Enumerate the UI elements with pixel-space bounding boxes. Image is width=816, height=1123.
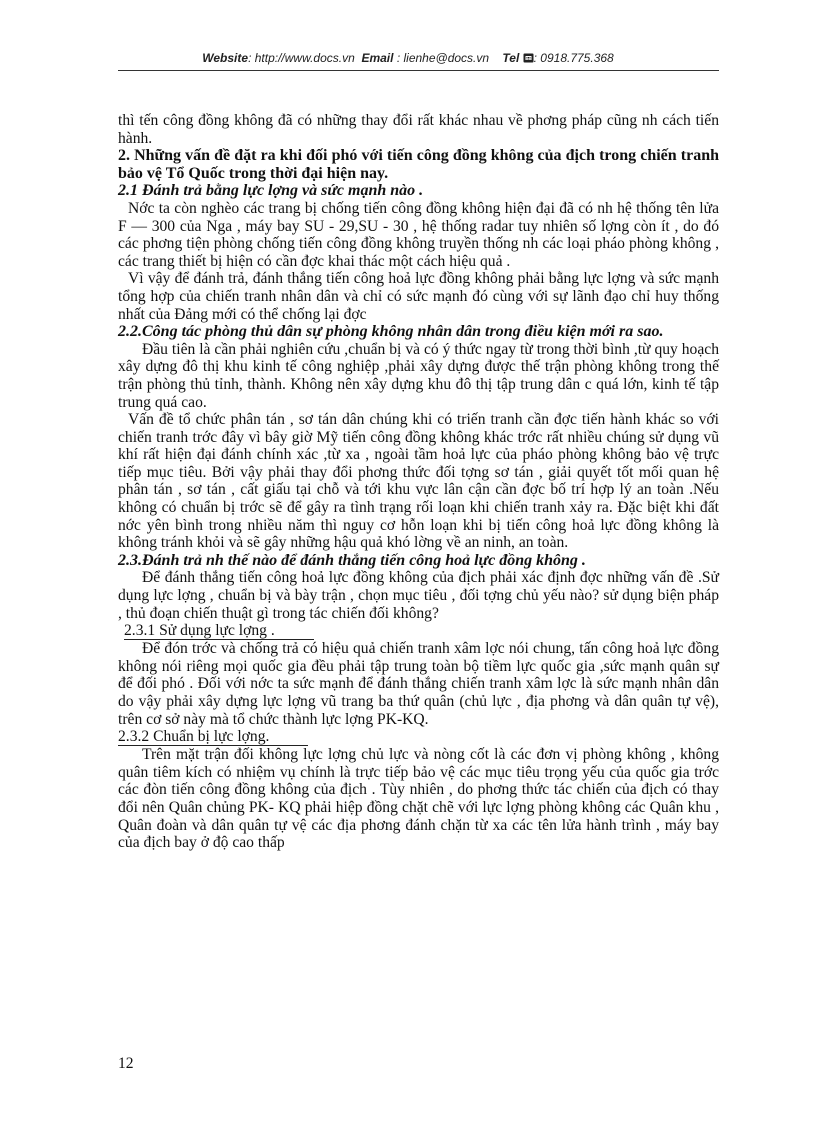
paragraph: Để đánh thắng tiến công hoả lực đồng không của địch phải xác định đợc những vấn đề .Sử dụng lực lợng , chuẩn bị và bày trận , chọn mục tiêu , đối tợng chủ yếu nào? sử dụng biện pháp , thủ đoạn chiến thuật gì trong tác chiến đối không?	[118, 569, 719, 622]
paragraph: Vì vậy để đánh trả, đánh thắng tiến công hoả lực đồng không phải bằng lực lợng và sức mạnh tổng hợp của chiến tranh nhân dân và chỉ có sức mạnh đó cùng với sự lãnh đạo chỉ huy thống nhất của Đảng mới có thể chống lại đợc	[118, 270, 719, 323]
tel-label: Tel	[502, 51, 520, 65]
email-label: Email	[361, 51, 394, 65]
document-body	[118, 112, 719, 852]
tel-value: : 0918.775.368	[533, 51, 614, 65]
website-label: Website	[202, 51, 249, 65]
header-divider	[118, 70, 719, 71]
subsection-heading: 2.2.Công tác phòng thủ dân sự phòng không nhân dân trong điều kiện mới ra sao.	[118, 323, 664, 341]
phone-icon	[523, 52, 534, 66]
paragraph: thì tến công đồng không đã có những thay đổi rất khác nhau về phơng pháp cũng nh cách tiến hành.	[118, 112, 719, 147]
subsection-heading: 2.3.Đánh trả nh thế nào để đánh thắng tiến công hoả lực đồng không .	[118, 551, 586, 569]
sub-heading: 2.3.2 Chuẩn bị lực lợng.	[118, 729, 308, 746]
paragraph: Vấn đề tổ chức phân tán , sơ tán dân chúng khi có triến tranh cần đợc tiến hành khác so với chiến tranh trớc đây vì bây giờ Mỹ tiến công đồng không khác trớc rất nhiều chúng sử dụng vũ khí rất hiện đại đánh chính xác ,từ xa , ngoài tầm hoả lực của pháo phòng không bảo vệ trực tiếp mục tiêu. Bởi vậy phải thay đổi phơng thức đối tợng sơ tán , giải quyết tốt mối quan hệ phân tán , sơ tán , cất giấu tại chỗ và tới khu vực lân cận cần đợc bố trí hợp lý an toàn .Nếu không có chuẩn bị trớc sẽ để gây ra tình trạng rối loạn khi chiến tranh xảy ra. Đặc biệt khi đất nớc yên bình trong nhiều năm thì nguy cơ hỗn loạn khi bị tiến công hoả lực đồng không là không tránh khỏi và sẽ gây những hậu quả khó lờng về an ninh, an toàn.	[118, 411, 719, 552]
subheading-row	[118, 728, 719, 746]
page-number: 12	[118, 1055, 134, 1072]
subsection-heading: 2.1 Đánh trả bằng lực lợng và sức mạnh nào .	[118, 182, 424, 200]
paragraph: Trên mặt trận đối không lực lợng chủ lực và nòng cốt là các đơn vị phòng không , không quân tiêm kích có nhiệm vụ chính là trực tiếp bảo vệ các mục tiêu trọng yếu của quốc gia trớc các đòn tiến công đồng không của địch . Tùy nhiên , do phơng thức tác chiến của địch có thay đổi nên Quân chủng PK- KQ phải hiệp đồng chặt chẽ với lực lợng phòng không các Quân khu , Quân đoàn và dân quân tự vệ các địa phơng đánh chặn từ xa các tên lửa hành trình , máy bay của địch bay ở độ cao thấp	[118, 746, 719, 852]
subheading-row	[118, 622, 719, 640]
sub-heading: 2.3.1 Sử dụng lực lợng .	[124, 623, 314, 640]
paragraph: Đầu tiên là cần phải nghiên cứu ,chuẩn bị và có ý thức ngay từ trong thời bình ,từ quy hoạch xây dựng đô thị khu kinh tế công nghiệp ,phải xây dựng được thế trận phòng không trong thế trận phòng thủ tỉnh, thành. Không nên xây dựng khu đô thị tập trung dân c quá lớn, kinh tế tập trung quá cao.	[118, 340, 719, 411]
section-heading: 2. Những vấn đề đặt ra khi đối phó với tiến công đồng không của địch trong chiến tranh bảo vệ Tổ Quốc trong thời đại hiện nay.	[118, 147, 719, 182]
paragraph: Nớc ta còn nghèo các trang bị chống tiến công đồng không hiện đại đã có nh hệ thống tên lửa F — 300 của Nga , máy bay SU - 29,SU - 30 , hệ thống radar tuy nhiên số lợng còn ít , do đó các phơng tiện phòng chống tiến công đồng không truyền thống nh các loại pháo phòng không , các trang thiết bị hiện có cần đợc khai thác một cách hiệu quả .	[118, 199, 719, 270]
page-header	[0, 51, 816, 66]
website-value: : http://www.docs.vn	[248, 51, 355, 65]
email-value: : lienhe@docs.vn	[396, 51, 490, 65]
paragraph: Để đón trớc và chống trả có hiệu quả chiến tranh xâm lợc nói chung, tấn công hoả lực đồng không nói riêng mọi quốc gia đều phải tập trung toàn bộ tiềm lực quốc gia ,sức mạnh quân sự để đối phó . Đối với nớc ta sức mạnh để đánh thắng chiến tranh xâm lợc là sức mạnh nhân dân do vậy phải xây dựng lực lợng vũ trang ba thứ quân (chủ lực , địa phơng và dân quân tự vệ), trên cơ sở này mà tổ chức thành lực lợng PK-KQ.	[118, 640, 719, 728]
